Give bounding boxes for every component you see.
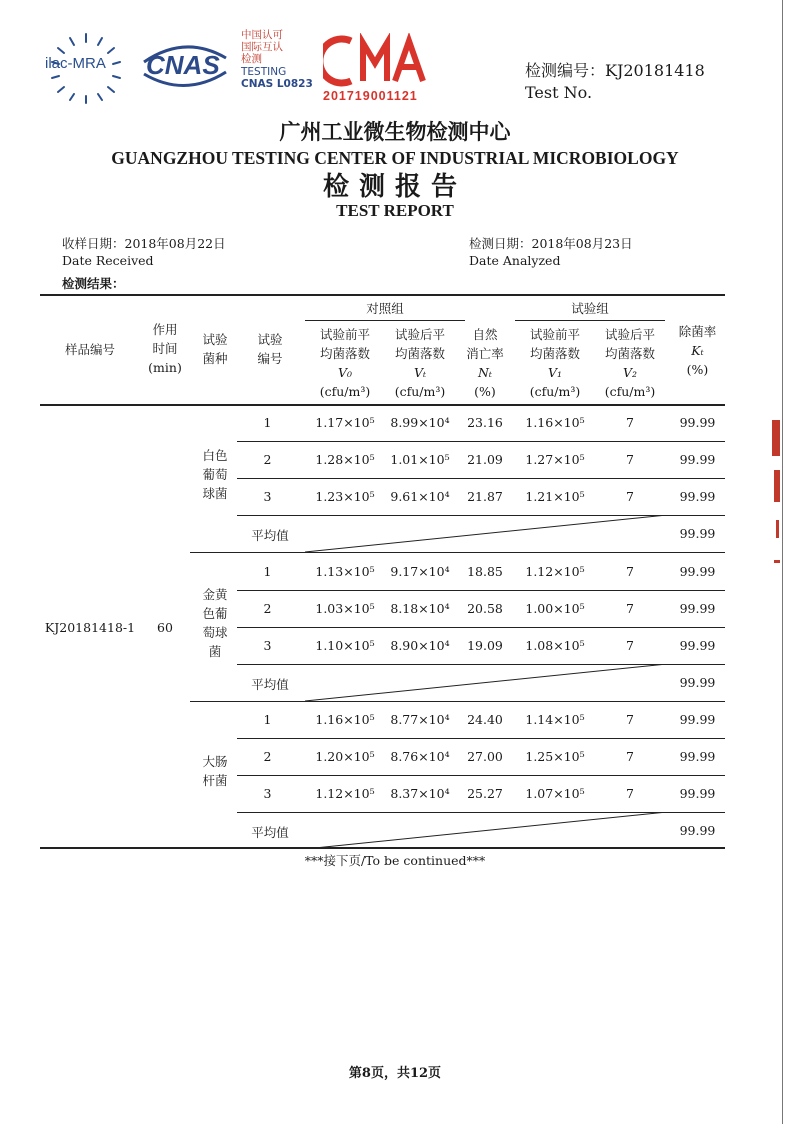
strain-label bbox=[195, 585, 235, 661]
group-rule bbox=[190, 552, 725, 553]
cell-no: 3 bbox=[263, 786, 272, 801]
cell-kt: 99.99 bbox=[679, 712, 716, 727]
cell-v1: 1.21×10⁵ bbox=[525, 489, 585, 504]
cell-kt: 99.99 bbox=[679, 452, 716, 467]
cell-nt: 27.00 bbox=[467, 749, 503, 764]
row-rule bbox=[237, 590, 725, 591]
header-bottom-rule bbox=[40, 404, 725, 406]
cell-v2: 7 bbox=[626, 638, 634, 653]
date-analyzed-cn: 检测日期：2018年08月23日 bbox=[469, 236, 633, 251]
cell-v2: 7 bbox=[626, 749, 634, 764]
header-v1-line: 均菌落数 bbox=[529, 346, 580, 361]
test-group-rule bbox=[515, 320, 665, 321]
cell-vt: 8.99×10⁴ bbox=[390, 415, 450, 430]
row-rule bbox=[237, 775, 725, 776]
header-v0-symbol: V₀ bbox=[337, 365, 353, 380]
cell-kt: 99.99 bbox=[679, 749, 716, 764]
cell-vt: 1.01×10⁵ bbox=[390, 452, 450, 467]
center-title-en: GUANGZHOU TESTING CENTER OF INDUSTRIAL MICROBIOLOGY bbox=[111, 148, 679, 168]
cell-nt: 18.85 bbox=[467, 564, 503, 579]
header-v2-line: 均菌落数 bbox=[604, 346, 655, 361]
cell-nt: 21.87 bbox=[467, 489, 503, 504]
strain-label-line: 杆菌 bbox=[202, 773, 228, 788]
header-v1 bbox=[515, 325, 595, 401]
cell-nt: 24.40 bbox=[467, 712, 503, 727]
header-nt bbox=[460, 325, 510, 401]
page-footer: 第8页，共12页 bbox=[348, 1066, 442, 1081]
header-test-no-line: 编号 bbox=[257, 351, 283, 366]
header-kt-line: 除菌率 bbox=[678, 324, 717, 339]
cell-no: 1 bbox=[263, 564, 272, 579]
header-v0-line: 试验前平 bbox=[319, 327, 370, 342]
header-strain-line: 菌种 bbox=[202, 351, 228, 366]
report-title-en: TEST REPORT bbox=[336, 201, 454, 220]
strain-label bbox=[195, 752, 235, 790]
header-time-line: 时间 bbox=[152, 341, 178, 356]
header-nt-symbol: Nₜ bbox=[477, 365, 493, 380]
cell-vt: 9.61×10⁴ bbox=[390, 489, 450, 504]
header-v2 bbox=[590, 325, 670, 401]
header-v2-symbol: V₂ bbox=[622, 365, 638, 380]
cell-v2: 7 bbox=[626, 489, 634, 504]
test-number-en: Test No. bbox=[525, 83, 593, 102]
stamp-bleed-mark bbox=[774, 560, 780, 563]
cell-v0: 1.12×10⁵ bbox=[315, 786, 375, 801]
header-control-group: 对照组 bbox=[366, 301, 404, 316]
average-value: 99.99 bbox=[679, 823, 716, 838]
report-title-cn: 检测报告 bbox=[322, 172, 467, 202]
header-kt-unit: (%) bbox=[686, 362, 709, 377]
cell-v2: 7 bbox=[626, 712, 634, 727]
header-nt-line: 自然 bbox=[472, 327, 498, 342]
cell-kt: 99.99 bbox=[679, 638, 716, 653]
diagonal-line bbox=[305, 664, 667, 701]
cert-line: CNAS L0823 bbox=[241, 77, 313, 90]
cell-vt: 9.17×10⁴ bbox=[390, 564, 450, 579]
cell-vt: 8.90×10⁴ bbox=[390, 638, 450, 653]
header-time-line: (min) bbox=[148, 360, 182, 375]
cell-v0: 1.03×10⁵ bbox=[315, 601, 375, 616]
cell-v2: 7 bbox=[626, 564, 634, 579]
date-analyzed-en: Date Analyzed bbox=[469, 253, 561, 268]
cell-v0: 1.10×10⁵ bbox=[315, 638, 375, 653]
cell-vt: 8.77×10⁴ bbox=[390, 712, 450, 727]
cell-kt: 99.99 bbox=[679, 564, 716, 579]
table-top-rule bbox=[40, 294, 725, 296]
header-nt-line: 消亡率 bbox=[466, 346, 504, 361]
header-test-no bbox=[250, 330, 290, 368]
cell-nt: 19.09 bbox=[467, 638, 503, 653]
cell-v2: 7 bbox=[626, 452, 634, 467]
cell-nt: 21.09 bbox=[467, 452, 503, 467]
cell-kt: 99.99 bbox=[679, 601, 716, 616]
cnas-text: CNAS bbox=[146, 50, 220, 80]
header-v2-unit: (cfu/m³) bbox=[604, 384, 656, 399]
header-v0-unit: (cfu/m³) bbox=[319, 384, 371, 399]
header-time bbox=[140, 320, 190, 377]
header-v1-symbol: V₁ bbox=[547, 365, 563, 380]
row-rule bbox=[237, 441, 725, 442]
cell-v0: 1.16×10⁵ bbox=[315, 712, 375, 727]
average-label: 平均值 bbox=[251, 528, 289, 543]
cell-v1: 1.14×10⁵ bbox=[525, 712, 585, 727]
header-strain bbox=[195, 330, 235, 368]
header-vt-line: 试验后平 bbox=[394, 327, 445, 342]
cell-no: 2 bbox=[263, 452, 272, 467]
header-vt-unit: (cfu/m³) bbox=[394, 384, 446, 399]
cell-v1: 1.27×10⁵ bbox=[525, 452, 585, 467]
cell-v1: 1.08×10⁵ bbox=[525, 638, 585, 653]
cell-no: 1 bbox=[263, 415, 272, 430]
page-edge bbox=[782, 0, 783, 1124]
continued-note: ***接下页/To be continued*** bbox=[304, 853, 486, 868]
date-received-en: Date Received bbox=[62, 253, 154, 268]
cell-no: 3 bbox=[263, 638, 272, 653]
average-label: 平均值 bbox=[251, 677, 289, 692]
cell-v1: 1.25×10⁵ bbox=[525, 749, 585, 764]
header-nt-unit: (%) bbox=[474, 384, 496, 399]
header-sample-no: 样品编号 bbox=[64, 342, 115, 357]
header-vt bbox=[380, 325, 460, 401]
strain-label-line: 大肠 bbox=[202, 754, 228, 769]
cell-v0: 1.28×10⁵ bbox=[315, 452, 375, 467]
diagonal-line bbox=[305, 515, 667, 552]
results-label: 检测结果： bbox=[62, 276, 125, 291]
cell-v2: 7 bbox=[626, 786, 634, 801]
cell-no: 3 bbox=[263, 489, 272, 504]
cell-v0: 1.23×10⁵ bbox=[315, 489, 375, 504]
cell-nt: 25.27 bbox=[467, 786, 503, 801]
cert-line: 检测 bbox=[241, 53, 262, 66]
header-kt-symbol: Kₜ bbox=[691, 343, 704, 358]
cma-number: 201719001121 bbox=[323, 89, 418, 103]
row-rule bbox=[237, 627, 725, 628]
cell-no: 1 bbox=[263, 712, 272, 727]
date-analyzed bbox=[469, 235, 633, 269]
control-group-rule bbox=[305, 320, 465, 321]
cell-v1: 1.00×10⁵ bbox=[525, 601, 585, 616]
row-rule bbox=[237, 478, 725, 479]
cert-line: 国际互认 bbox=[241, 41, 283, 54]
test-number-cn: 检测编号：KJ20181418 bbox=[525, 61, 705, 80]
header-strain-line: 试验 bbox=[202, 332, 228, 347]
stamp-bleed-mark bbox=[776, 520, 779, 538]
cert-line: 中国认可 bbox=[241, 29, 283, 41]
cnas-cert-lines bbox=[241, 29, 313, 90]
date-received bbox=[62, 235, 226, 269]
cell-v2: 7 bbox=[626, 601, 634, 616]
cell-v0: 1.13×10⁵ bbox=[315, 564, 375, 579]
stamp-bleed-mark bbox=[772, 420, 780, 456]
cell-vt: 8.37×10⁴ bbox=[390, 786, 450, 801]
cell-no: 2 bbox=[263, 749, 272, 764]
header-v2-line: 试验后平 bbox=[604, 327, 655, 342]
center-title-cn: 广州工业微生物检测中心 bbox=[279, 120, 511, 144]
strain-label-line: 白色 bbox=[202, 447, 228, 463]
cell-vt: 8.18×10⁴ bbox=[390, 601, 450, 616]
cell-nt: 20.58 bbox=[467, 601, 503, 616]
cell-v2: 7 bbox=[626, 415, 634, 430]
cell-v0: 1.20×10⁵ bbox=[315, 749, 375, 764]
cell-nt: 23.16 bbox=[467, 415, 503, 430]
cell-no: 2 bbox=[263, 601, 272, 616]
cell-kt: 99.99 bbox=[679, 489, 716, 504]
strain-label-line: 葡萄 bbox=[202, 466, 228, 482]
date-received-cn: 收样日期：2018年08月22日 bbox=[62, 236, 226, 251]
group-rule bbox=[190, 701, 725, 702]
strain-label-line: 球菌 bbox=[202, 485, 228, 501]
strain-label-line: 萄球 bbox=[202, 625, 228, 640]
row-rule bbox=[237, 738, 725, 739]
average-diagonal bbox=[305, 664, 667, 701]
ilac-mra-text: ilac-MRA bbox=[45, 55, 106, 72]
header-test-group: 试验组 bbox=[571, 301, 609, 316]
cell-v1: 1.07×10⁵ bbox=[525, 786, 585, 801]
test-number bbox=[525, 60, 705, 104]
header-v1-line: 试验前平 bbox=[529, 327, 580, 342]
cell-vt: 8.76×10⁴ bbox=[390, 749, 450, 764]
table-bottom-rule bbox=[40, 847, 725, 849]
cell-v1: 1.12×10⁵ bbox=[525, 564, 585, 579]
header-v1-unit: (cfu/m³) bbox=[529, 384, 581, 399]
header-v0 bbox=[305, 325, 385, 401]
header-vt-line: 均菌落数 bbox=[394, 346, 445, 361]
cell-v1: 1.16×10⁵ bbox=[525, 415, 585, 430]
strain-label-line: 金黄 bbox=[202, 587, 228, 602]
time-value: 60 bbox=[157, 620, 173, 635]
cell-kt: 99.99 bbox=[679, 786, 716, 801]
cell-v0: 1.17×10⁵ bbox=[315, 415, 375, 430]
cma-logo bbox=[323, 33, 433, 88]
strain-label-line: 菌 bbox=[208, 644, 222, 659]
header-vt-symbol: Vₜ bbox=[413, 365, 427, 380]
header-time-line: 作用 bbox=[152, 322, 178, 337]
average-value: 99.99 bbox=[679, 675, 716, 690]
average-value: 99.99 bbox=[679, 526, 716, 541]
header-v0-line: 均菌落数 bbox=[319, 346, 370, 361]
strain-label bbox=[195, 446, 235, 503]
average-diagonal bbox=[305, 812, 667, 849]
cell-kt: 99.99 bbox=[679, 415, 716, 430]
stamp-bleed-mark bbox=[774, 470, 780, 502]
diagonal-line bbox=[305, 812, 667, 849]
header-kt bbox=[670, 322, 725, 379]
average-label: 平均值 bbox=[251, 825, 289, 840]
cert-line: TESTING bbox=[241, 65, 287, 78]
header-test-no-line: 试验 bbox=[257, 332, 283, 347]
strain-label-line: 色葡 bbox=[202, 606, 228, 621]
sample-id: KJ20181418-1 bbox=[44, 620, 136, 635]
average-diagonal bbox=[305, 515, 667, 552]
